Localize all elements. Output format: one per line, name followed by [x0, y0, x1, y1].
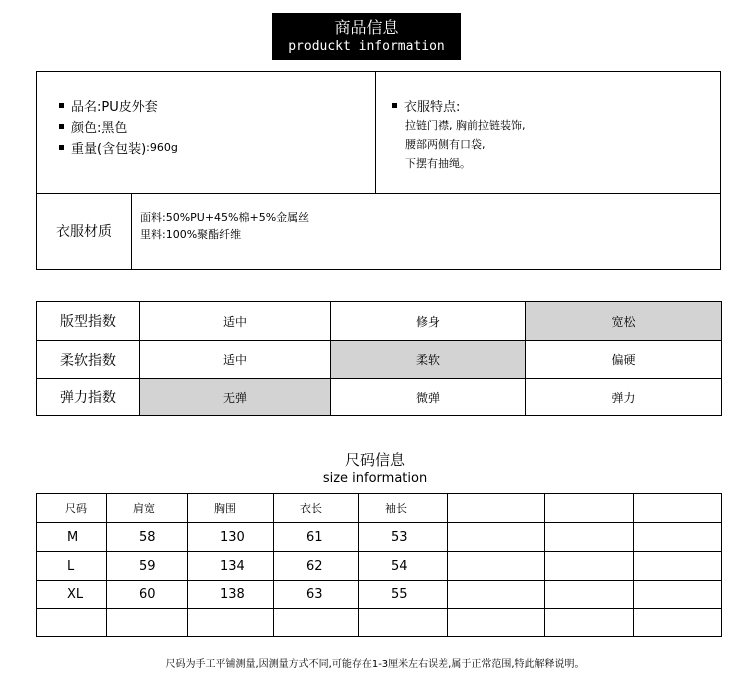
product-info-header: [272, 13, 461, 60]
size-cell: 60: [107, 581, 188, 609]
product-name-row: [59, 95, 178, 116]
index-label: 版型指数: [37, 302, 140, 341]
size-header-cell: [634, 494, 722, 523]
size-cell: [634, 552, 722, 581]
feature-line: 腰部两侧有口袋,: [405, 138, 486, 151]
index-option: 微弹: [331, 379, 526, 416]
elasticity-index-row: [37, 379, 722, 416]
fabric-line: 面料:50%PU+45%棉+5%金属丝: [140, 211, 310, 224]
size-cell: 63: [274, 581, 359, 609]
product-info-box: [36, 71, 721, 270]
size-cell: [359, 609, 448, 637]
product-weight-row: [59, 137, 178, 158]
index-option: 适中: [140, 302, 331, 341]
size-cell: [37, 609, 107, 637]
size-header-cell: 尺码: [37, 494, 107, 523]
bullet-icon: [59, 124, 64, 129]
size-cell: [545, 609, 634, 637]
size-row-empty: [37, 609, 722, 637]
softness-index-row: [37, 341, 722, 379]
header-title-en: produckt information: [288, 39, 445, 54]
basic-info: [37, 72, 376, 193]
features-info: [376, 72, 720, 193]
index-option-selected: 柔软: [331, 341, 526, 379]
size-header-cell: [545, 494, 634, 523]
size-cell: [448, 523, 545, 552]
size-cell: [634, 523, 722, 552]
index-option: 修身: [331, 302, 526, 341]
size-cell: 58: [107, 523, 188, 552]
size-cell: [545, 581, 634, 609]
size-header-cell: 肩宽: [107, 494, 188, 523]
size-header-cell: [448, 494, 545, 523]
info-divider: [37, 193, 720, 194]
index-option: 偏硬: [526, 341, 722, 379]
bullet-icon: [59, 145, 64, 150]
size-cell: [448, 609, 545, 637]
index-option-selected: 无弹: [140, 379, 331, 416]
size-cell: [545, 523, 634, 552]
size-row-m: [37, 523, 722, 552]
size-cell: 61: [274, 523, 359, 552]
size-cell: M: [37, 523, 107, 552]
size-header-row: [37, 494, 722, 523]
size-title-en: size information: [322, 471, 428, 486]
size-cell: [448, 552, 545, 581]
size-cell: 138: [188, 581, 274, 609]
header-title-cn: 商品信息: [334, 18, 399, 37]
measurement-note: 尺码为手工平铺测量,因测量方式不同,可能存在1-3厘米左右误差,属于正常范围,特此解释说明。: [165, 659, 585, 670]
index-option-selected: 宽松: [526, 302, 722, 341]
feature-line: 下摆有抽绳。: [405, 157, 471, 170]
size-cell: [634, 609, 722, 637]
product-name: 品名:PU皮外套: [71, 100, 158, 115]
size-cell: 59: [107, 552, 188, 581]
weight-label: 重量(含包装): [71, 142, 147, 157]
index-option: 弹力: [526, 379, 722, 416]
size-cell: [545, 552, 634, 581]
index-label: 柔软指数: [37, 341, 140, 379]
size-cell: [448, 581, 545, 609]
size-cell: [188, 609, 274, 637]
size-cell: 55: [359, 581, 448, 609]
index-label: 弹力指数: [37, 379, 140, 416]
size-cell: XL: [37, 581, 107, 609]
size-cell: 134: [188, 552, 274, 581]
material-text: [140, 209, 309, 243]
fit-index-row: [37, 302, 722, 341]
size-row-l: [37, 552, 722, 581]
size-title-cn: 尺码信息: [344, 451, 405, 469]
size-cell: [634, 581, 722, 609]
feature-line: 拉链门襟, 胸前拉链装饰,: [405, 119, 526, 132]
size-cell: 62: [274, 552, 359, 581]
material-label: 衣服材质: [37, 193, 132, 269]
weight-value: :960g: [146, 141, 178, 154]
size-info-title: [0, 451, 750, 488]
size-cell: 54: [359, 552, 448, 581]
size-cell: [274, 609, 359, 637]
size-header-cell: 衣长: [274, 494, 359, 523]
size-cell: [107, 609, 188, 637]
size-header-cell: 袖长: [359, 494, 448, 523]
lining-line: 里料:100%聚酯纤维: [140, 228, 242, 241]
features-title-row: [392, 95, 526, 116]
size-cell: 130: [188, 523, 274, 552]
features-title: 衣服特点:: [404, 100, 461, 115]
size-row-xl: [37, 581, 722, 609]
bullet-icon: [59, 103, 64, 108]
size-cell: 53: [359, 523, 448, 552]
index-option: 适中: [140, 341, 331, 379]
size-cell: L: [37, 552, 107, 581]
index-table: [36, 301, 722, 416]
product-color: 颜色:黑色: [71, 121, 128, 136]
product-color-row: [59, 116, 178, 137]
size-table: [36, 493, 722, 637]
bullet-icon: [392, 103, 397, 108]
size-header-cell: 胸围: [188, 494, 274, 523]
